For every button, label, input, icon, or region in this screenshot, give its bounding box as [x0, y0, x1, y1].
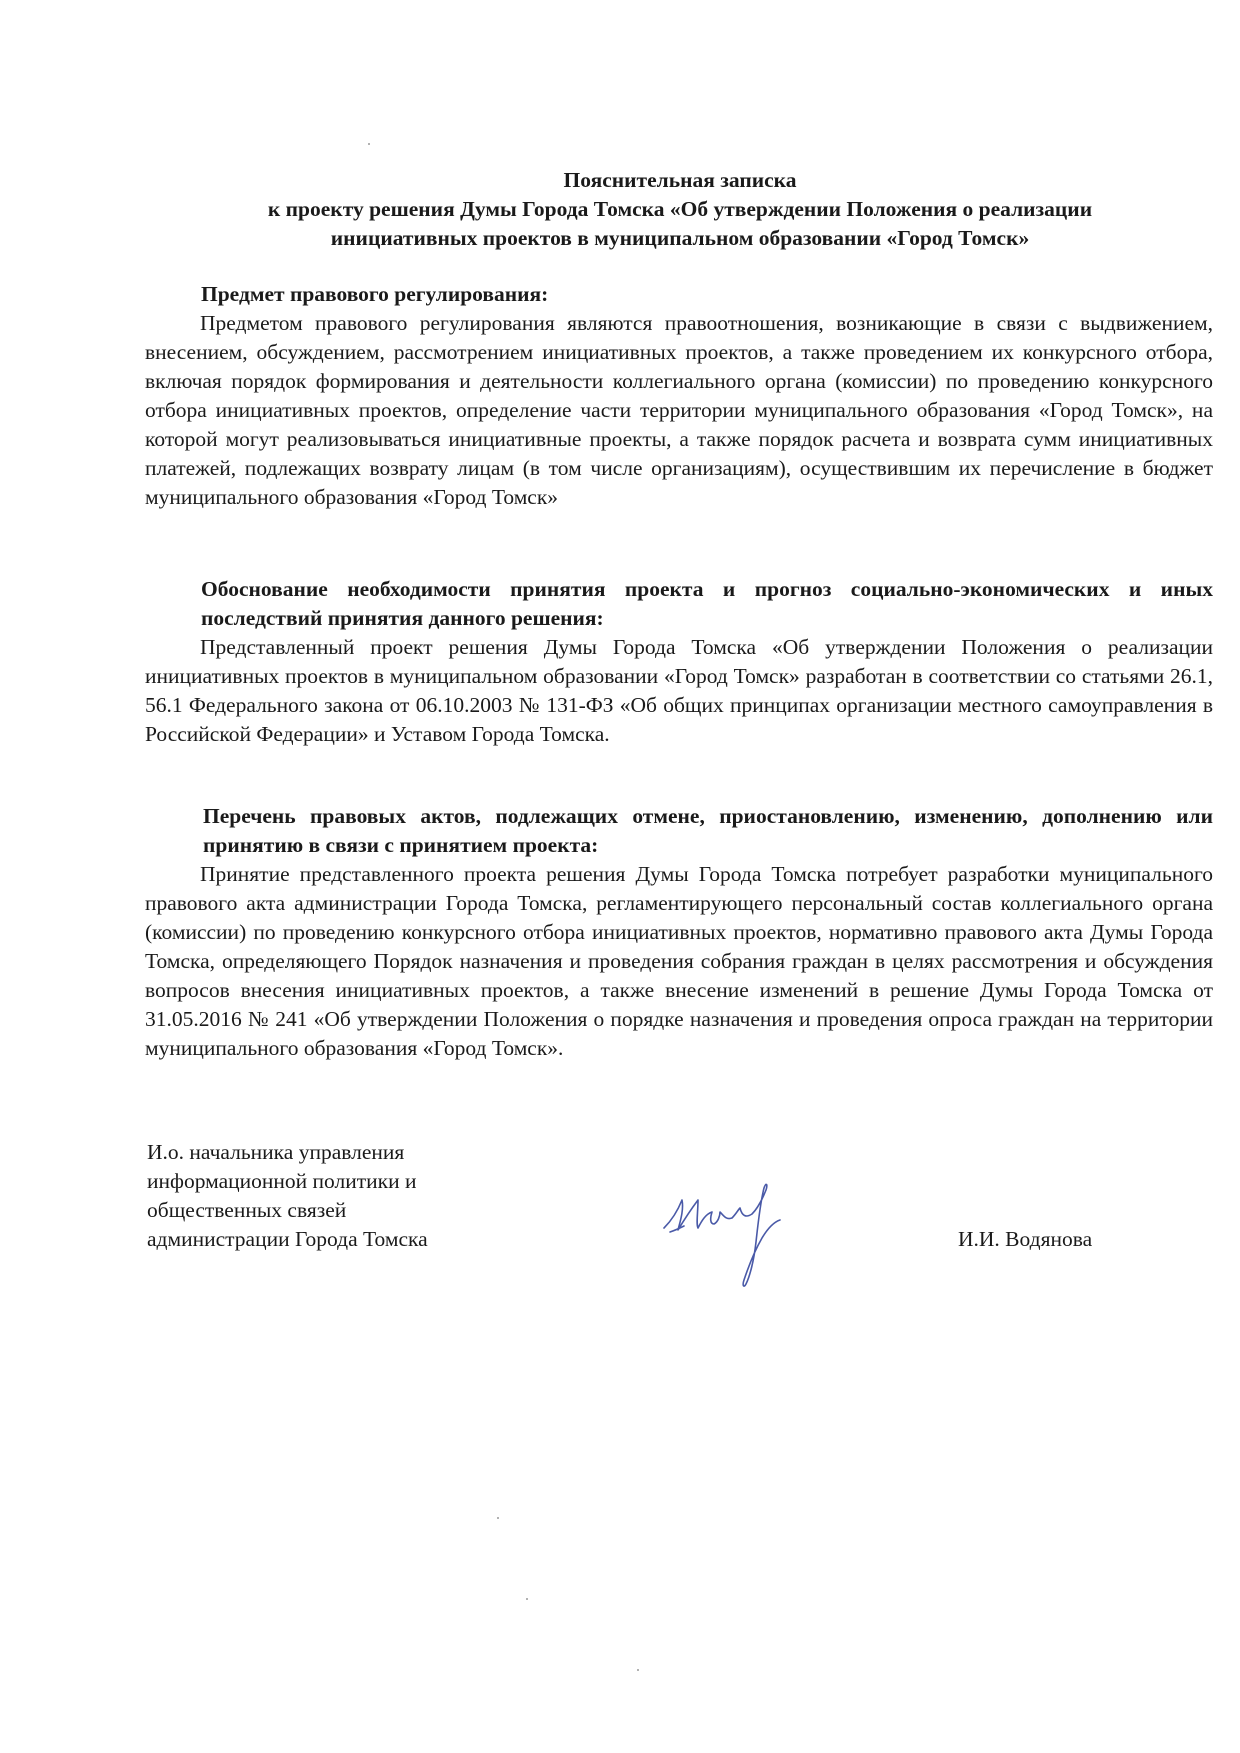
- position-line: информационной политики и: [147, 1169, 417, 1193]
- position-line: И.о. начальника управления: [147, 1140, 405, 1164]
- scan-speck: [497, 1517, 499, 1519]
- document-title: [150, 166, 1210, 253]
- section-body: Принятие представленного проекта решения Думы Города Томска потребует разработки муниципального правового акта администрации Города Томска, регламентирующего персональный состав коллегиального органа (комиссии) по проведению конкурсного отбора инициативных проектов, нормативно правового акта Думы Города Томска, определяющего Порядок назначения и проведения собрания граждан в целях рассмотрения и обсуждения вопросов внесения инициативных проектов, а также внесение изменений в решение Думы Города Томска от 31.05.2016 № 241 «Об утверждении Положения о порядке назначения и проведения опроса граждан на территории муниципального образования «Город Томск».: [145, 862, 1213, 1060]
- section-subject-of-regulation: [145, 280, 1213, 512]
- scan-speck: [637, 1669, 639, 1671]
- position-line: общественных связей: [147, 1198, 347, 1222]
- section-justification: [145, 575, 1213, 749]
- section-legal-acts-list: [145, 802, 1213, 1063]
- scan-speck: [526, 1598, 528, 1600]
- section-heading: Перечень правовых актов, подлежащих отмене, приостановлению, изменению, дополнению или принятию в связи с принятием проекта:: [203, 804, 1213, 857]
- signer-name: И.И. Водянова: [958, 1227, 1093, 1251]
- title-line: к проекту решения Думы Города Томска «Об утверждении Положения о реализации: [267, 197, 1093, 221]
- section-body: Представленный проект решения Думы Города Томска «Об утверждении Положения о реализации инициативных проектов в муниципальном образовании «Город Томск» разработан в соответствии со статьями 26.1, 56.1 Федерального закона от 06.10.2003 № 131-ФЗ «Об общих принципах организации местного самоуправления в Российской Федерации» и Уставом Города Томска.: [145, 635, 1213, 746]
- handwritten-signature: [662, 1180, 792, 1290]
- title-line: инициативных проектов в муниципальном образовании «Город Томск»: [330, 226, 1030, 250]
- title-line: Пояснительная записка: [563, 168, 797, 192]
- section-heading: Обоснование необходимости принятия проекта и прогноз социально-экономических и иных последствий принятия данного решения:: [201, 577, 1213, 630]
- signatory-position: [147, 1138, 428, 1254]
- section-body: Предметом правового регулирования являются правоотношения, возникающие в связи с выдвижением, внесением, обсуждением, рассмотрением инициативных проектов, а также проведением их конкурсного отбора, включая порядок формирования и деятельности коллегиального органа (комиссии) по проведению конкурсного отбора инициативных проектов, определение части территории муниципального образования «Город Томск», на которой могут реализовываться инициативные проекты, а также порядок расчета и возврата сумм инициативных платежей, подлежащих возврату лицам (в том числе организациям), осуществившим их перечисление в бюджет муниципального образования «Город Томск»: [145, 311, 1213, 509]
- section-heading: Предмет правового регулирования:: [201, 282, 549, 306]
- scan-speck: [368, 143, 370, 145]
- position-line: администрации Города Томска: [147, 1227, 428, 1251]
